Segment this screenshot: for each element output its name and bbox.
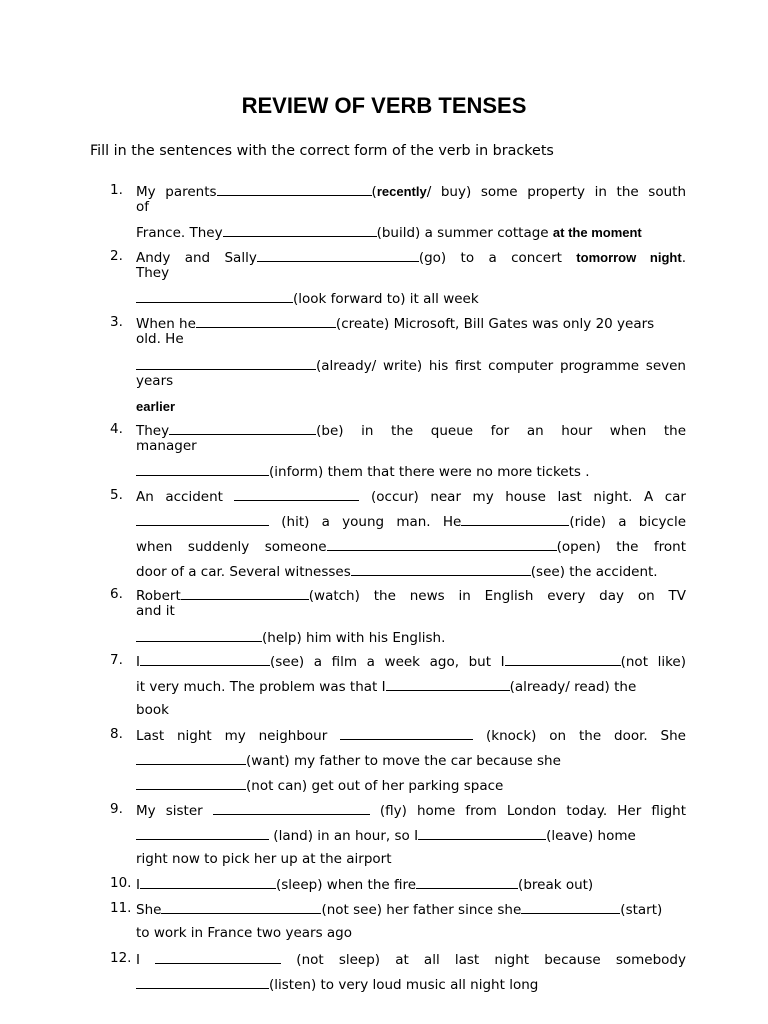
exercise-line: I (see) a film a week ago, but I (not like) (136, 654, 686, 670)
exercise-line: to work in France two years ago (136, 925, 353, 941)
answer-blank[interactable] (136, 462, 269, 476)
exercise-line: They (be) in the queue for an hour when the (136, 423, 686, 439)
answer-blank[interactable] (461, 512, 569, 526)
answer-blank[interactable] (136, 512, 269, 526)
answer-blank[interactable] (181, 586, 309, 600)
exercise-line: years (136, 373, 174, 389)
exercise-line: it very much. The problem was that I (already/ read) the (136, 679, 637, 695)
answer-blank[interactable] (136, 826, 269, 840)
answer-blank[interactable] (386, 677, 510, 691)
exercise-number: 7. (110, 652, 123, 668)
answer-blank[interactable] (136, 975, 269, 989)
answer-blank[interactable] (257, 248, 419, 262)
exercise-line: earlier (136, 399, 176, 414)
exercise-line: (already/ write) his first computer programme seven (136, 356, 686, 375)
exercise-number: 11. (110, 900, 132, 916)
exercise-line: of (136, 199, 150, 215)
exercise-line: My sister (fly) home from London today. Her flight (136, 803, 686, 819)
exercise-line: When he (create) Microsoft, Bill Gates was only 20 years (136, 316, 655, 332)
exercise-line: She (not see) her father since she (start) (136, 902, 663, 918)
answer-blank[interactable] (521, 900, 620, 914)
answer-blank[interactable] (217, 182, 372, 196)
exercise-line: An accident (occur) near my house last night. A car (136, 489, 686, 505)
exercise-number: 1. (110, 182, 123, 198)
answer-blank[interactable] (327, 537, 557, 551)
exercise-line: I (sleep) when the fire (break out) (136, 877, 594, 893)
answer-blank[interactable] (169, 421, 316, 435)
exercise-number: 9. (110, 801, 123, 817)
exercise-line: (hit) a young man. He (ride) a bicycle (136, 512, 686, 531)
exercise-line: I (not sleep) at all last night because somebody (136, 952, 686, 968)
exercise-line: right now to pick her up at the airport (136, 851, 392, 867)
answer-blank[interactable] (136, 628, 262, 642)
answer-blank[interactable] (140, 875, 276, 889)
answer-blank[interactable] (140, 652, 270, 666)
answer-blank[interactable] (136, 751, 246, 765)
exercise-line: door of a car. Several witnesses (see) the accident. (136, 564, 658, 580)
answer-blank[interactable] (155, 950, 281, 964)
exercise-line: (help) him with his English. (136, 628, 686, 647)
exercise-line: manager (136, 438, 197, 454)
exercise-line: Last night my neighbour (knock) on the door. She (136, 728, 686, 744)
exercise-line: (look forward to) it all week (136, 289, 686, 308)
instruction-text: Fill in the sentences with the correct form of the verb in brackets (90, 143, 554, 159)
answer-blank[interactable] (161, 900, 321, 914)
answer-blank[interactable] (340, 726, 473, 740)
exercise-line: (inform) them that there were no more tickets . (136, 462, 686, 481)
answer-blank[interactable] (136, 776, 246, 790)
exercise-number: 12. (110, 950, 132, 966)
answer-blank[interactable] (196, 314, 336, 328)
exercise-number: 3. (110, 314, 123, 330)
exercise-line: (not can) get out of her parking space (136, 776, 686, 795)
exercise-line: Robert (watch) the news in English every day on TV (136, 588, 686, 604)
exercise-line: book (136, 702, 169, 718)
exercise-line: They (136, 265, 170, 281)
answer-blank[interactable] (136, 289, 293, 303)
answer-blank[interactable] (418, 826, 546, 840)
answer-blank[interactable] (136, 356, 316, 370)
answer-blank[interactable] (223, 223, 377, 237)
exercise-line: (want) my father to move the car because she (136, 751, 686, 770)
exercise-number: 4. (110, 421, 123, 437)
exercise-line: Andy and Sally (go) to a concert tomorrow night. (136, 250, 686, 266)
exercise-line: My parents (recently/ buy) some property in the south (136, 184, 686, 200)
answer-blank[interactable] (351, 562, 531, 576)
exercise-number: 8. (110, 726, 123, 742)
answer-blank[interactable] (213, 801, 370, 815)
exercise-line: and it (136, 603, 175, 619)
exercise-line: (land) in an hour, so I (leave) home (136, 826, 686, 845)
exercise-number: 5. (110, 487, 123, 503)
exercise-line: France. They (build) a summer cottage at the moment (136, 225, 642, 241)
exercise-number: 6. (110, 586, 123, 602)
exercise-line: (listen) to very loud music all night long (136, 975, 686, 994)
answer-blank[interactable] (505, 652, 621, 666)
page-title: REVIEW OF VERB TENSES (241, 93, 527, 118)
answer-blank[interactable] (416, 875, 518, 889)
exercise-number: 10. (110, 875, 132, 891)
exercise-line: when suddenly someone (open) the front (136, 539, 687, 555)
exercise-line: old. He (136, 331, 184, 347)
exercise-number: 2. (110, 248, 123, 264)
answer-blank[interactable] (234, 487, 359, 501)
